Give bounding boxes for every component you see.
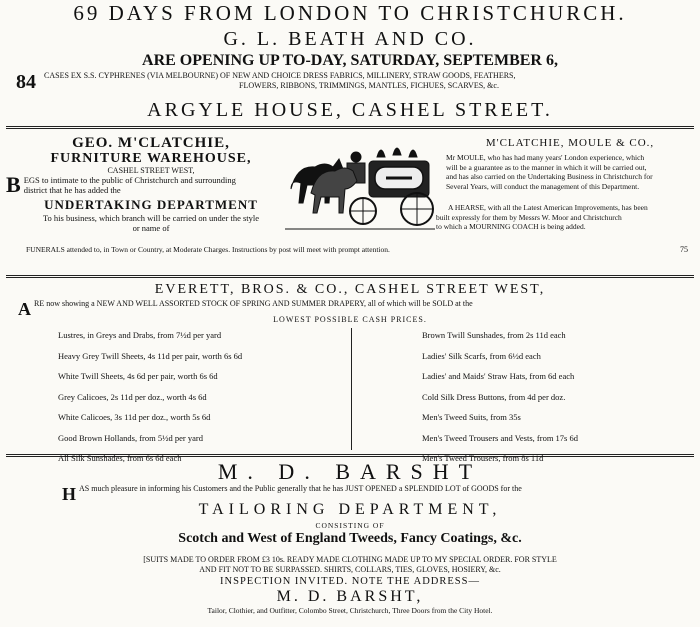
- everett-right-list: [422, 330, 578, 474]
- mclatchie-name: GEO. M'CLATCHIE,: [72, 135, 230, 151]
- barsht-address: Tailor, Clothier, and Outfitter, Colombo Street, Christchurch, Three Doors from the City Hotel.: [207, 606, 493, 615]
- moule-line-1: Mr MOULE, who has had many years' London experience, which: [446, 153, 645, 162]
- beath-location: ARGYLE HOUSE, CASHEL STREET.: [147, 99, 553, 121]
- suits-line-2: AND FIT NOT TO BE SURPASSED. SHIRTS, COLLARS, TIES, GLOVES, HOSIERY, &c.: [199, 565, 501, 574]
- hearse-line-1: A HEARSE, with all the Latest American Improvements, has been: [448, 203, 648, 212]
- funerals-line: FUNERALS attended to, in Town or Country, at Moderate Charges. Instructions by post will meet with prompt attention.: [26, 245, 390, 254]
- undertaking-dept: UNDERTAKING DEPARTMENT: [44, 197, 258, 212]
- mclatchie-warehouse: FURNITURE WAREHOUSE,: [50, 151, 252, 166]
- list-item: Ladies' and Maids' Straw Hats, from 6d each: [422, 371, 575, 381]
- everett-intro-text: RE now showing a NEW AND WELL ASSORTED STOCK OF SPRING AND SUMMER DRAPERY, all of which will be SOLD at the: [34, 299, 473, 308]
- hearse-line-2: built expressly for them by Messrs W. Moor and Christchurch: [436, 212, 622, 222]
- begs-initial: B: [6, 172, 21, 197]
- list-item: White Calicoes, 3s 11d per doz., worth 5s 6d: [58, 412, 211, 422]
- everett-prices: LOWEST POSSIBLE CASH PRICES.: [273, 315, 427, 324]
- barsht-intro-text: AS much pleasure in informing his Customers and the Public generally that he has JUST OPENED a SPLENDID LOT of GOODS for the: [79, 484, 522, 493]
- list-item: Brown Twill Sunshades, from 2s 11d each: [422, 330, 566, 340]
- beath-cases-line-2: FLOWERS, RIBBONS, TRIMMINGS, MANTLES, FICHUES, SCARVES, &c.: [239, 81, 499, 90]
- barsht-advert: [6, 457, 694, 615]
- everett-advert: [6, 278, 694, 463]
- suits-text: [6, 555, 694, 575]
- business-line-1: To his business, which branch will be carried on under the style: [42, 213, 260, 223]
- business-text: [6, 213, 296, 233]
- hearse-text: [436, 203, 696, 232]
- tailoring-dept: TAILORING DEPARTMENT,: [198, 501, 502, 518]
- everett-initial: A: [18, 299, 31, 319]
- list-item: Good Brown Hollands, from 5½d per yard: [58, 432, 203, 443]
- newspaper-page: [0, 1, 700, 627]
- beath-advert: [6, 1, 694, 122]
- list-item: Grey Calicoes, 2s 11d per doz., worth 4s 6d: [58, 391, 207, 402]
- beath-cases-line-1: CASES EX S.S. CYPHRENES (VIA MELBOURNE) OF NEW AND CHOICE DRESS FABRICS, MILLINERY, STRAW GOODS, FEATHERS,: [44, 71, 516, 80]
- list-item: All Silk Sunshades, from 6s 6d each: [58, 453, 182, 463]
- consisting-of: CONSISTING OF: [315, 521, 385, 530]
- list-item: Men's Tweed Suits, from 35s: [422, 412, 521, 422]
- list-item: Men's Tweed Trousers, from 8s 11d: [422, 453, 544, 463]
- list-item: Cold Silk Dress Buttons, from 4d per doz.: [422, 391, 566, 402]
- begs-line-2: district that he has added the: [23, 185, 121, 195]
- top-headline: 69 DAYS FROM LONDON TO CHRISTCHURCH.: [73, 1, 627, 25]
- beath-firm-name: G. L. BEATH AND CO.: [223, 28, 477, 50]
- moule-text: [446, 153, 696, 191]
- mclatchie-right-title: M'CLATCHIE, MOULE & CO.,: [485, 137, 655, 149]
- tweeds-line: Scotch and West of England Tweeds, Fancy Coatings, &c.: [178, 531, 522, 546]
- mclatchie-advert: [6, 129, 694, 275]
- begs-line-1: EGS to intimate to the public of Christchurch and surrounding: [23, 175, 236, 185]
- barsht-initial: H: [62, 484, 77, 504]
- moule-line-2: will be a guarantee as to the manner in which it will be carried out,: [446, 162, 647, 172]
- hearse-illustration: [281, 137, 441, 237]
- barsht-sign: M. D. BARSHT,: [276, 588, 424, 605]
- moule-line-4: Several Years, will conduct the management of this Department.: [446, 181, 640, 191]
- everett-left-list: [58, 330, 242, 474]
- list-item: Men's Tweed Trousers and Vests, from 17s 6d: [422, 432, 578, 443]
- everett-column-rule: [351, 328, 352, 450]
- business-line-2: or name of: [132, 223, 170, 233]
- ref-number: 75: [680, 245, 688, 254]
- beath-case-count: 84: [16, 71, 36, 93]
- moule-line-3: and has also carried on the Undertaking Business in Christchurch for: [446, 172, 653, 181]
- mclatchie-begs-text: [6, 172, 291, 197]
- inspection-line: INSPECTION INVITED. NOTE THE ADDRESS—: [220, 576, 480, 587]
- list-item: Heavy Grey Twill Sheets, 4s 11d per pair, worth 6s 6d: [58, 350, 243, 361]
- list-item: Lustres, in Greys and Drabs, from 7½d per yard: [58, 330, 222, 340]
- mclatchie-street: CASHEL STREET WEST,: [107, 166, 195, 175]
- beath-opening-line: ARE OPENING UP TO-DAY, SATURDAY, SEPTEMBER 6,: [142, 52, 558, 69]
- suits-line-1: [SUITS MADE TO ORDER FROM £3 10s. READY MADE CLOTHING MADE UP TO MY SPECIAL ORDER. FOR STYLE: [143, 555, 557, 564]
- beath-cases-block: [6, 70, 694, 94]
- hearse-line-3: to which a MOURNING COACH is being added.: [436, 222, 586, 231]
- barsht-name: M. D. BARSHT: [217, 459, 483, 484]
- everett-title: EVERETT, BROS. & CO., CASHEL STREET WEST,: [154, 282, 546, 297]
- list-item: Ladies' Silk Scarfs, from 6½d each: [422, 350, 541, 361]
- list-item: White Twill Sheets, 4s 6d per pair, worth 6s 6d: [58, 371, 218, 381]
